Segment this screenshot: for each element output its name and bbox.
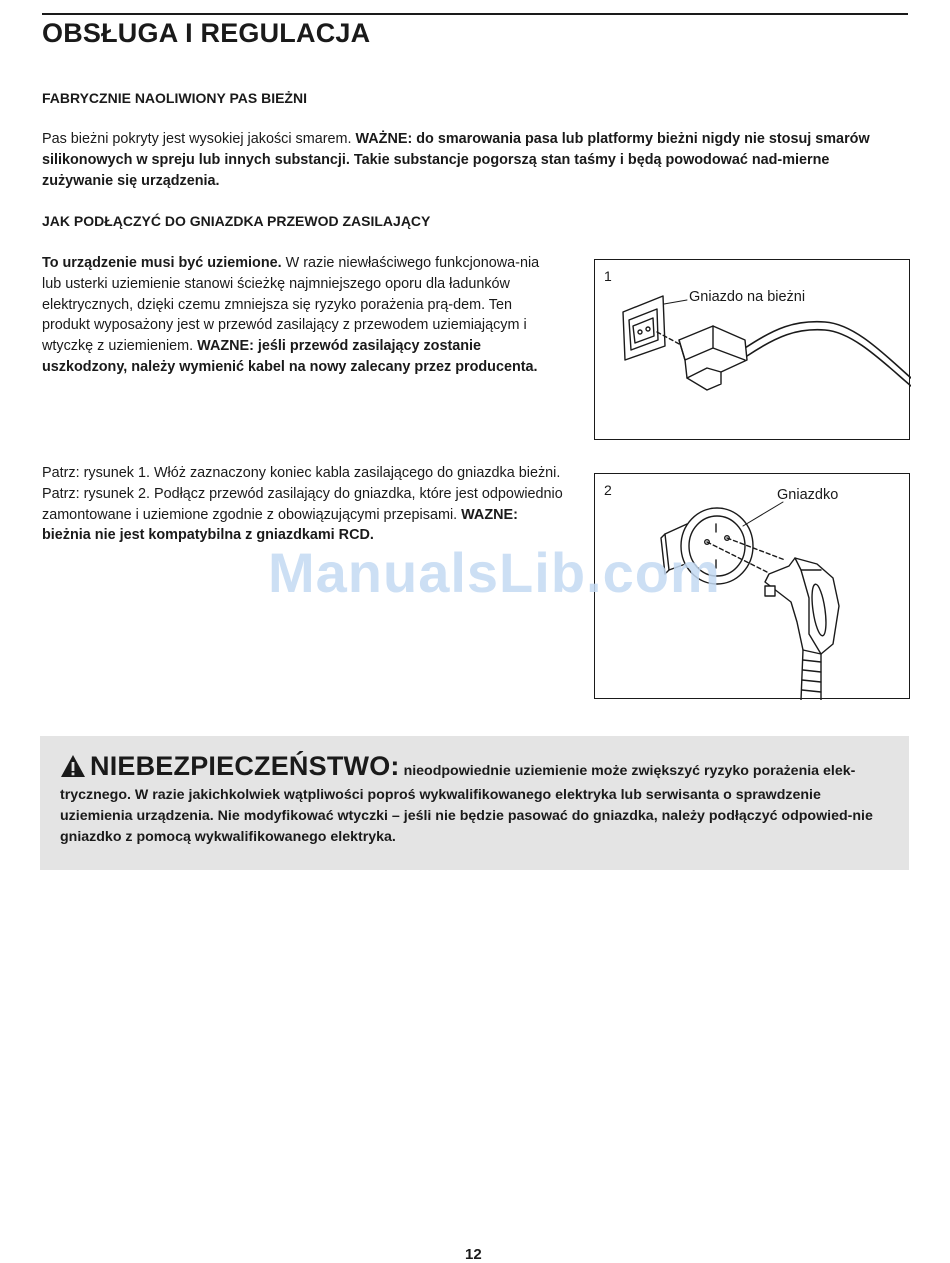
connection-text: Patrz: rysunek 1. Włóż zaznaczony koniec kabla zasilającego do gniazdka bieżni. Patrz: rysunek 2. Podłącz przewód zasilający do gniazdka, które jest odpowiednio zamontowane i uziemione zgodnie z obowiązującymi przepisami. <box>42 465 563 523</box>
danger-box <box>40 736 909 870</box>
connection-warning: WAZNE: bieżnia nie jest kompatybilna z gniazdkami RCD. <box>42 506 518 544</box>
section-heading-belt: FABRYCZNIE NAOLIWIONY PAS BIEŻNI <box>42 90 307 106</box>
figure-1-drawing <box>595 260 911 441</box>
section-heading-power-cord: JAK PODŁĄCZYĆ DO GNIAZDKA PRZEWOD ZASILAJĄCY <box>42 213 431 229</box>
belt-paragraph-text: Pas bieżni pokryty jest wysokiej jakości smarem. <box>42 131 356 147</box>
grounding-paragraph <box>42 253 562 378</box>
grounding-text: W razie niewłaściwego funkcjonowa-nia lub usterki uziemienie stanowi ścieżkę najmniejszego oporu dla ładunków elektrycznych, dzięki czemu zmniejsza się ryzyko porażenia prą-dem. Ten produkt wyposażony jest w przewód zasilający z przewodem uziemiającym i wtyczkę z uziemieniem. <box>42 255 540 355</box>
grounding-lead: To urządzenie musi być uziemione. <box>42 255 282 271</box>
danger-paragraph <box>60 751 883 848</box>
watermark: ManualsLib.com <box>268 541 721 604</box>
belt-paragraph-warning: WAŻNE: do smarowania pasa lub platformy bieżni nigdy nie stosuj smarów silikonowych w spreju lub innych substancji. Takie substancje pogorszą stan taśmy i będą powodować nad-mierne zużywanie się urządzenia. <box>42 131 870 189</box>
danger-text: nieodpowiednie uziemienie może zwiększyć ryzyko porażenia elek-trycznego. W razie jakichkolwiek wątpliwości poproś wykwalifikowanego elektryka lub serwisanta o sprawdzenie uziemienia urządzenia. Nie modyfikować wtyczki – jeśli nie będzie pasować do gniazdka, należy podłączyć odpowied-nie gniazdko z pomocą wykwalifikowanego elektryka. <box>60 763 873 845</box>
danger-title: NIEBEZPIECZEŃSTWO: <box>90 751 400 781</box>
page-number: 12 <box>465 1246 482 1263</box>
warning-triangle-icon <box>60 754 86 785</box>
belt-paragraph <box>42 129 882 191</box>
connection-paragraph <box>42 463 567 546</box>
figure-2-number: 2 <box>604 482 612 498</box>
figure-1-number: 1 <box>604 268 612 284</box>
figure-2-label: Gniazdko <box>777 487 839 503</box>
grounding-warning: WAZNE: jeśli przewód zasilający zostanie uszkodzony, należy wymienić kabel na nowy zalecany przez producenta. <box>42 338 538 375</box>
top-rule <box>42 13 908 15</box>
page-title: OBSŁUGA I REGULACJA <box>42 18 371 48</box>
figure-1 <box>594 259 910 440</box>
figure-1-label: Gniazdo na bieżni <box>689 289 806 305</box>
